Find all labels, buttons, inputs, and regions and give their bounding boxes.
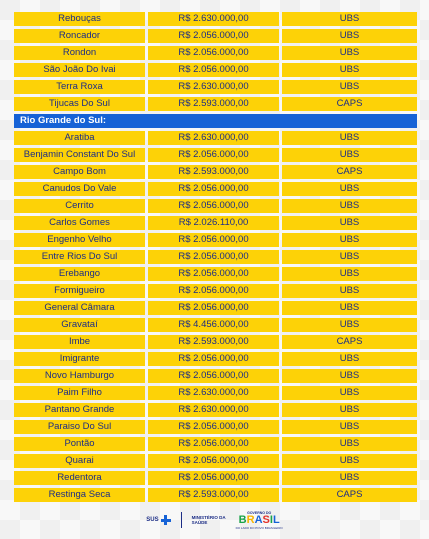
valor-cell: R$ 2.593.000,00 <box>148 97 279 111</box>
valor-cell: R$ 2.593.000,00 <box>148 488 279 502</box>
funding-table <box>14 12 417 505</box>
municipio-cell: Pontão <box>14 437 145 451</box>
municipio-cell: Carlos Gomes <box>14 216 145 230</box>
table-row <box>14 335 417 349</box>
brasil-letter: A <box>254 513 263 526</box>
valor-cell: R$ 2.630.000,00 <box>148 403 279 417</box>
table-row <box>14 148 417 162</box>
valor-cell: R$ 2.056.000,00 <box>148 46 279 60</box>
valor-cell: R$ 2.593.000,00 <box>148 335 279 349</box>
table-row <box>14 488 417 502</box>
municipio-cell: Campo Bom <box>14 165 145 179</box>
table-row <box>14 420 417 434</box>
gov-bottom-text: DO LADO DO POVO BRASILEIRO <box>235 525 283 530</box>
municipio-cell: Imigrante <box>14 352 145 366</box>
brasil-wordmark <box>239 515 280 526</box>
municipio-cell: Redentora <box>14 471 145 485</box>
ministerio-line1: MINISTÉRIO DA <box>191 515 226 520</box>
municipio-cell: Terra Roxa <box>14 80 145 94</box>
gov-top-text: GOVERNO DO <box>247 510 272 515</box>
municipio-cell: Cerrito <box>14 199 145 213</box>
table-row <box>14 437 417 451</box>
tipo-cell: UBS <box>282 420 417 434</box>
table-row <box>14 199 417 213</box>
tipo-cell: UBS <box>282 233 417 247</box>
tipo-cell: UBS <box>282 471 417 485</box>
tipo-cell: UBS <box>282 386 417 400</box>
sus-logo <box>146 515 170 525</box>
table-row <box>14 12 417 26</box>
tipo-cell: UBS <box>282 216 417 230</box>
valor-cell: R$ 2.056.000,00 <box>148 233 279 247</box>
municipio-cell: Gravataí <box>14 318 145 332</box>
valor-cell: R$ 2.630.000,00 <box>148 386 279 400</box>
table-row <box>14 454 417 468</box>
table-row <box>14 29 417 43</box>
municipio-cell: Erebango <box>14 267 145 281</box>
tipo-cell: UBS <box>282 80 417 94</box>
brasil-letter: L <box>272 513 280 526</box>
sus-label: SUS <box>146 517 159 523</box>
table-row <box>14 386 417 400</box>
municipio-cell: Paraiso Do Sul <box>14 420 145 434</box>
footer-logos <box>0 509 429 531</box>
municipio-cell: Pantano Grande <box>14 403 145 417</box>
tipo-cell: UBS <box>282 301 417 315</box>
tipo-cell: UBS <box>282 29 417 43</box>
municipio-cell: Tijucas Do Sul <box>14 97 145 111</box>
table-row <box>14 267 417 281</box>
valor-cell: R$ 2.593.000,00 <box>148 165 279 179</box>
municipio-cell: Restinga Seca <box>14 488 145 502</box>
logo-divider <box>181 512 182 528</box>
valor-cell: R$ 2.056.000,00 <box>148 250 279 264</box>
valor-cell: R$ 2.056.000,00 <box>148 454 279 468</box>
governo-brasil-logo <box>236 511 283 530</box>
ministerio-line2: SAÚDE <box>191 520 208 525</box>
valor-cell: R$ 2.056.000,00 <box>148 148 279 162</box>
table-row <box>14 369 417 383</box>
tipo-cell: UBS <box>282 250 417 264</box>
table-row <box>14 471 417 485</box>
municipio-cell: Novo Hamburgo <box>14 369 145 383</box>
tipo-cell: UBS <box>282 267 417 281</box>
tipo-cell: CAPS <box>282 335 417 349</box>
municipio-cell: General Câmara <box>14 301 145 315</box>
brasil-letter: S <box>262 513 270 526</box>
table-row <box>14 233 417 247</box>
table-row <box>14 46 417 60</box>
tipo-cell: UBS <box>282 369 417 383</box>
health-cross-icon <box>161 515 171 525</box>
valor-cell: R$ 2.630.000,00 <box>148 80 279 94</box>
valor-cell: R$ 2.056.000,00 <box>148 29 279 43</box>
table-row <box>14 318 417 332</box>
table-row <box>14 352 417 366</box>
tipo-cell: UBS <box>282 148 417 162</box>
valor-cell: R$ 2.056.000,00 <box>148 284 279 298</box>
valor-cell: R$ 2.056.000,00 <box>148 352 279 366</box>
municipio-cell: Entre Rios Do Sul <box>14 250 145 264</box>
valor-cell: R$ 2.026.110,00 <box>148 216 279 230</box>
tipo-cell: UBS <box>282 46 417 60</box>
tipo-cell: UBS <box>282 199 417 213</box>
brasil-letter: R <box>246 513 255 526</box>
table-row <box>14 97 417 111</box>
tipo-cell: UBS <box>282 12 417 26</box>
municipio-cell: Roncador <box>14 29 145 43</box>
brasil-letter: I <box>269 513 273 526</box>
table-row <box>14 301 417 315</box>
tipo-cell: UBS <box>282 182 417 196</box>
ministerio-logo <box>192 515 226 525</box>
table-row <box>14 250 417 264</box>
municipio-cell: Benjamin Constant Do Sul <box>14 148 145 162</box>
municipio-cell: Formigueiro <box>14 284 145 298</box>
table-row <box>14 80 417 94</box>
municipio-cell: Engenho Velho <box>14 233 145 247</box>
table-row <box>14 63 417 77</box>
valor-cell: R$ 2.056.000,00 <box>148 437 279 451</box>
tipo-cell: UBS <box>282 403 417 417</box>
valor-cell: R$ 4.456.000,00 <box>148 318 279 332</box>
tipo-cell: UBS <box>282 437 417 451</box>
valor-cell: R$ 2.630.000,00 <box>148 12 279 26</box>
table-row <box>14 182 417 196</box>
tipo-cell: UBS <box>282 318 417 332</box>
municipio-cell: Canudos Do Vale <box>14 182 145 196</box>
tipo-cell: UBS <box>282 63 417 77</box>
municipio-cell: São João Do Ivai <box>14 63 145 77</box>
table-row <box>14 284 417 298</box>
state-header: Rio Grande do Sul: <box>14 114 417 128</box>
table-row <box>14 131 417 145</box>
valor-cell: R$ 2.056.000,00 <box>148 420 279 434</box>
valor-cell: R$ 2.056.000,00 <box>148 301 279 315</box>
tipo-cell: UBS <box>282 284 417 298</box>
brasil-letter: B <box>238 513 247 526</box>
tipo-cell: CAPS <box>282 97 417 111</box>
valor-cell: R$ 2.056.000,00 <box>148 267 279 281</box>
municipio-cell: Rebouças <box>14 12 145 26</box>
valor-cell: R$ 2.056.000,00 <box>148 369 279 383</box>
valor-cell: R$ 2.056.000,00 <box>148 63 279 77</box>
table-row <box>14 403 417 417</box>
valor-cell: R$ 2.056.000,00 <box>148 199 279 213</box>
table-row <box>14 165 417 179</box>
tipo-cell: UBS <box>282 454 417 468</box>
municipio-cell: Aratiba <box>14 131 145 145</box>
valor-cell: R$ 2.056.000,00 <box>148 182 279 196</box>
municipio-cell: Paim Filho <box>14 386 145 400</box>
valor-cell: R$ 2.056.000,00 <box>148 471 279 485</box>
tipo-cell: CAPS <box>282 165 417 179</box>
table-row <box>14 216 417 230</box>
tipo-cell: UBS <box>282 131 417 145</box>
municipio-cell: Quarai <box>14 454 145 468</box>
tipo-cell: CAPS <box>282 488 417 502</box>
municipio-cell: Imbe <box>14 335 145 349</box>
tipo-cell: UBS <box>282 352 417 366</box>
municipio-cell: Rondon <box>14 46 145 60</box>
valor-cell: R$ 2.630.000,00 <box>148 131 279 145</box>
